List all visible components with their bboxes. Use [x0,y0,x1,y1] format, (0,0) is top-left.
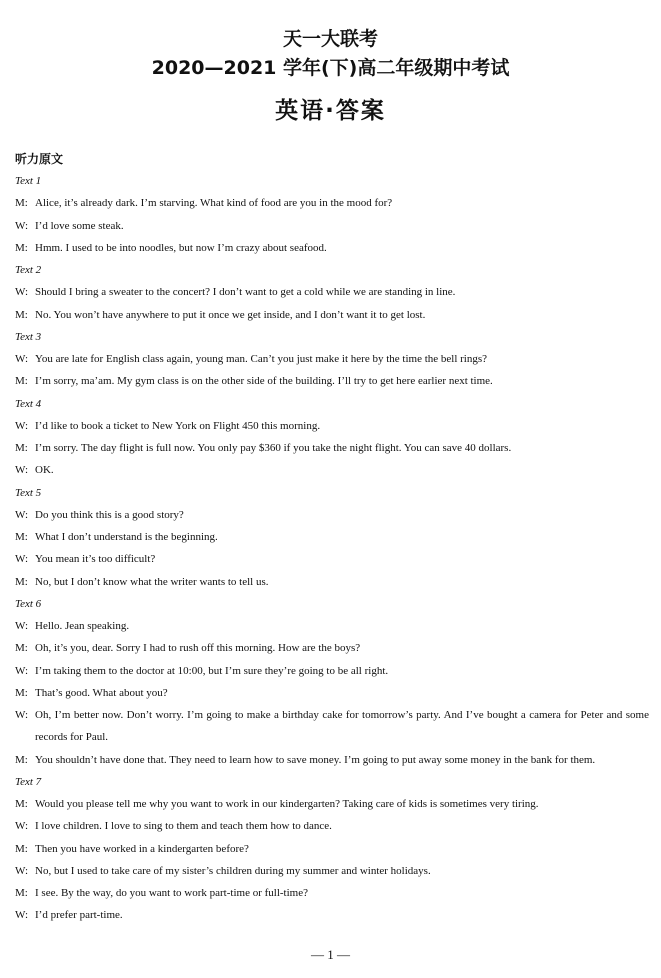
dialogue-line [15,348,649,370]
speaker-label: M: [15,531,28,543]
utterance-text: Oh, I’m better now. Don’t worry. I’m going to make a birthday cake for tomorrow’s party. And I’ve bought a camera for Peter and some records for Paul. [35,709,649,744]
speaker-label: W: [15,419,29,432]
utterance-text: Would you please tell me why you want to work in our kindergarten? Taking care of kids is sometimes very tiring. [35,798,539,810]
speaker-label: M: [15,308,28,321]
utterance-text: You are late for English class again, young man. Can’t you just make it here by the time the bell rings? [35,353,488,365]
dialogue-line [15,215,649,237]
speaker-label: W: [15,620,29,632]
text-heading: Text 2 [15,264,42,276]
dialogue-line [15,504,649,526]
speaker-label: W: [15,709,29,721]
dialogue-line [15,660,649,682]
speaker-label: W: [15,864,29,877]
dialogue-line [15,192,649,214]
utterance-text: Should I bring a sweater to the concert? I don’t want to get a cold while we are standing in line. [35,286,456,299]
speaker-label: W: [15,664,29,677]
dialogue-line [15,637,649,659]
dialogue-line [15,682,649,704]
utterance-text: I’d like to book a ticket to New York on Flight 450 this morning. [35,419,321,432]
text-heading: Text 5 [15,486,42,499]
utterance-text: Then you have worked in a kindergarten before? [35,842,249,855]
dialogue-line [15,370,649,392]
dialogue-line [15,704,649,749]
text-heading: Text 7 [15,775,42,788]
dialogue-line [15,615,649,637]
speaker-label: W: [15,286,29,299]
speaker-label: M: [15,575,28,588]
page-number: — 1 — [311,947,350,962]
utterance-text: I’d love some steak. [35,219,124,232]
utterance-text: I’m sorry. The day flight is full now. You only pay $360 if you take the night flight. You can save 40 dollars. [35,442,512,454]
utterance-text: I’d prefer part-time. [35,909,123,922]
utterance-text: You shouldn’t have done that. They need to learn how to save money. I’m going to put away some money in the bank for them. [35,753,596,766]
text-heading: Text 6 [15,597,42,610]
text-heading: Text 1 [15,175,42,187]
utterance-text: I see. By the way, do you want to work part-time or full-time? [35,887,308,899]
utterance-text: You mean it’s too difficult? [35,553,156,566]
dialogue-line [15,437,649,459]
dialogue-line [15,815,649,837]
dialogue-line [15,904,649,926]
exam-title: 2020—2021 学年(下)高二年级期中考试 [151,57,510,79]
speaker-label: M: [15,887,28,899]
exam-organizer: 天一大联考 [282,28,378,50]
speaker-label: M: [15,798,28,810]
utterance-text: That’s good. What about you? [35,686,168,699]
speaker-label: W: [15,464,29,477]
dialogue-line [15,459,649,481]
subject-title: 英语·答案 [275,98,386,124]
speaker-label: W: [15,909,29,922]
speaker-label: W: [15,508,29,521]
utterance-text: Oh, it’s you, dear. Sorry I had to rush off this morning. How are the boys? [35,642,361,655]
speaker-label: M: [15,686,28,699]
utterance-text: Hmm. I used to be into noodles, but now I’m crazy about seafood. [35,241,327,254]
utterance-text: I’m taking them to the doctor at 10:00, but I’m sure they’re going to be all right. [35,664,389,677]
utterance-text: No, but I don’t know what the writer wants to tell us. [35,575,269,588]
utterance-text: Hello. Jean speaking. [35,620,130,632]
utterance-text: No. You won’t have anywhere to put it once we get inside, and I don’t want it to get lost. [35,308,426,321]
speaker-label: M: [15,842,28,855]
speaker-label: M: [15,642,28,655]
utterance-text: I love children. I love to sing to them and teach them how to dance. [35,820,332,833]
utterance-text: What I don’t understand is the beginning. [35,531,218,543]
dialogue-line [15,548,649,570]
dialogue-line [15,571,649,593]
speaker-label: M: [15,197,28,210]
listening-transcript [15,170,649,927]
speaker-label: W: [15,820,29,833]
speaker-label: W: [15,219,29,232]
speaker-label: W: [15,353,29,365]
utterance-text: OK. [35,464,54,477]
speaker-label: M: [15,753,28,766]
dialogue-line [15,526,649,548]
dialogue-line [15,838,649,860]
section-title: 听力原文 [15,152,64,166]
utterance-text: Alice, it’s already dark. I’m starving. What kind of food are you in the mood for? [35,197,393,210]
dialogue-line [15,281,649,303]
dialogue-line [15,749,649,771]
utterance-text: Do you think this is a good story? [35,508,184,521]
dialogue-line [15,415,649,437]
utterance-text: No, but I used to take care of my sister’s children during my summer and winter holidays. [35,864,431,877]
dialogue-line [15,882,649,904]
speaker-label: M: [15,375,28,388]
text-heading: Text 3 [15,330,42,343]
dialogue-line [15,304,649,326]
dialogue-line [15,793,649,815]
speaker-label: W: [15,553,29,566]
utterance-text: I’m sorry, ma’am. My gym class is on the other side of the building. I’ll try to get here earlier next time. [35,375,493,388]
text-heading: Text 4 [15,397,42,410]
speaker-label: M: [15,442,28,454]
speaker-label: M: [15,241,28,254]
dialogue-line [15,237,649,259]
dialogue-line [15,860,649,882]
